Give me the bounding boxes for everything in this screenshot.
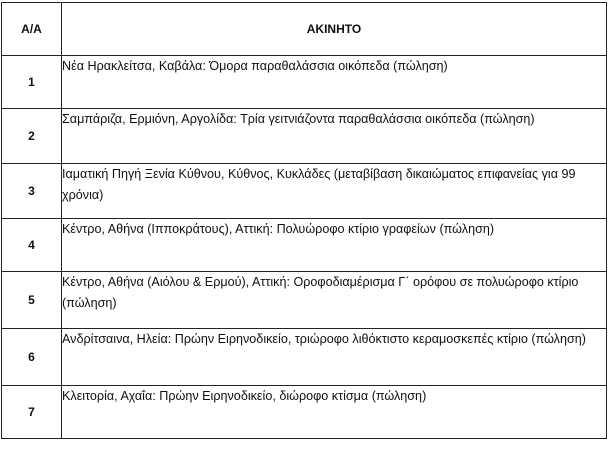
row-number: 5: [2, 272, 62, 329]
property-description: Κλειτορία, Αχαΐα: Πρώην Ειρηνοδικείο, διώροφο κτίσμα (πώληση): [62, 386, 607, 439]
table-row: [2, 272, 607, 329]
row-number: 4: [2, 219, 62, 272]
table-row: [2, 386, 607, 439]
table-row: [2, 219, 607, 272]
row-number: 2: [2, 109, 62, 164]
property-table: [1, 2, 607, 439]
table-row: [2, 329, 607, 386]
table-row: [2, 109, 607, 164]
property-description: Σαμπάριζα, Ερμιόνη, Αργολίδα: Τρία γειτνιάζοντα παραθαλάσσια οικόπεδα (πώληση): [62, 109, 607, 164]
row-number: 7: [2, 386, 62, 439]
row-number: 6: [2, 329, 62, 386]
header-property: ΑΚΙΝΗΤΟ: [62, 3, 607, 56]
header-row: [2, 3, 607, 56]
property-description: Ανδρίτσαινα, Ηλεία: Πρώην Ειρηνοδικείο, τριώροφο λιθόκτιστο κεραμοσκεπές κτίριο (πώληση): [62, 329, 607, 386]
property-description: Κέντρο, Αθήνα (Ιπποκράτους), Αττική: Πολυώροφο κτίριο γραφείων (πώληση): [62, 219, 607, 272]
table-row: [2, 164, 607, 219]
property-description: Ιαματική Πηγή Ξενία Κύθνου, Κύθνος, Κυκλάδες (μεταβίβαση δικαιώματος επιφανείας για 99 χρόνια): [62, 164, 607, 219]
header-serial-number: Α/Α: [2, 3, 62, 56]
property-description: Νέα Ηρακλείτσα, Καβάλα: Όμορα παραθαλάσσια οικόπεδα (πώληση): [62, 56, 607, 109]
row-number: 3: [2, 164, 62, 219]
table-row: [2, 56, 607, 109]
property-description: Κέντρο, Αθήνα (Αιόλου & Ερμού), Αττική: Οροφοδιαμέρισμα Γ΄ ορόφου σε πολυώροφο κτίριο (πώληση): [62, 272, 607, 329]
row-number: 1: [2, 56, 62, 109]
